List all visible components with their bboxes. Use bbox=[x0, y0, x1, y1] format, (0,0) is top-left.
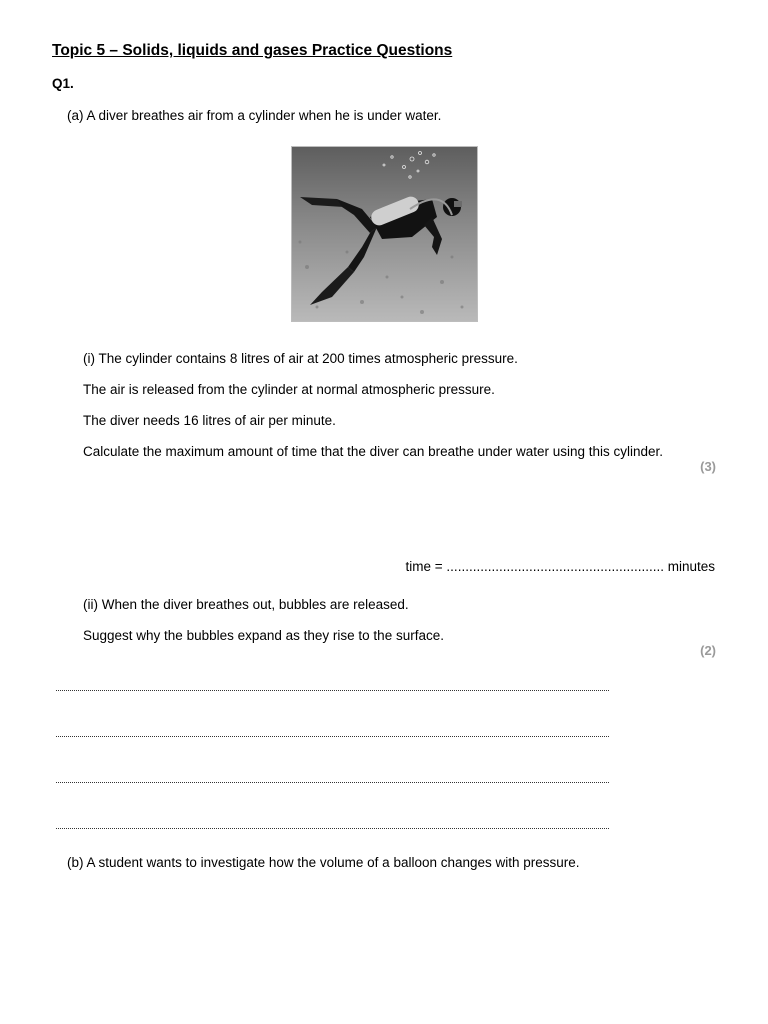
part-a-i-line1: (i) The cylinder contains 8 litres of air at 200 times atmospheric pressure. bbox=[83, 351, 518, 366]
part-b-text: (b) A student wants to investigate how the volume of a balloon changes with pressure. bbox=[67, 855, 580, 870]
marks-part-a-ii: (2) bbox=[700, 643, 716, 658]
part-a-i-line3: The diver needs 16 litres of air per minute. bbox=[83, 413, 336, 428]
part-a-ii-line2: Suggest why the bubbles expand as they rise to the surface. bbox=[83, 628, 444, 643]
marks-part-a-i: (3) bbox=[700, 459, 716, 474]
answer-line[interactable] bbox=[56, 690, 609, 691]
page-title: Topic 5 – Solids, liquids and gases Practice Questions bbox=[52, 42, 453, 59]
answer-line[interactable] bbox=[56, 736, 609, 737]
time-answer-line[interactable]: time = .......................................................... minutes bbox=[405, 559, 715, 574]
part-a-ii-line1: (ii) When the diver breathes out, bubbles are released. bbox=[83, 597, 409, 612]
part-a-i-line2: The air is released from the cylinder at normal atmospheric pressure. bbox=[83, 382, 495, 397]
answer-line[interactable] bbox=[56, 828, 609, 829]
part-a-text: (a) A diver breathes air from a cylinder when he is under water. bbox=[67, 108, 442, 123]
question-number: Q1. bbox=[52, 76, 74, 91]
scuba-diver-photo bbox=[291, 146, 478, 322]
answer-line[interactable] bbox=[56, 782, 609, 783]
part-a-i-line4: Calculate the maximum amount of time that the diver can breathe under water using this cylinder. bbox=[83, 444, 664, 459]
